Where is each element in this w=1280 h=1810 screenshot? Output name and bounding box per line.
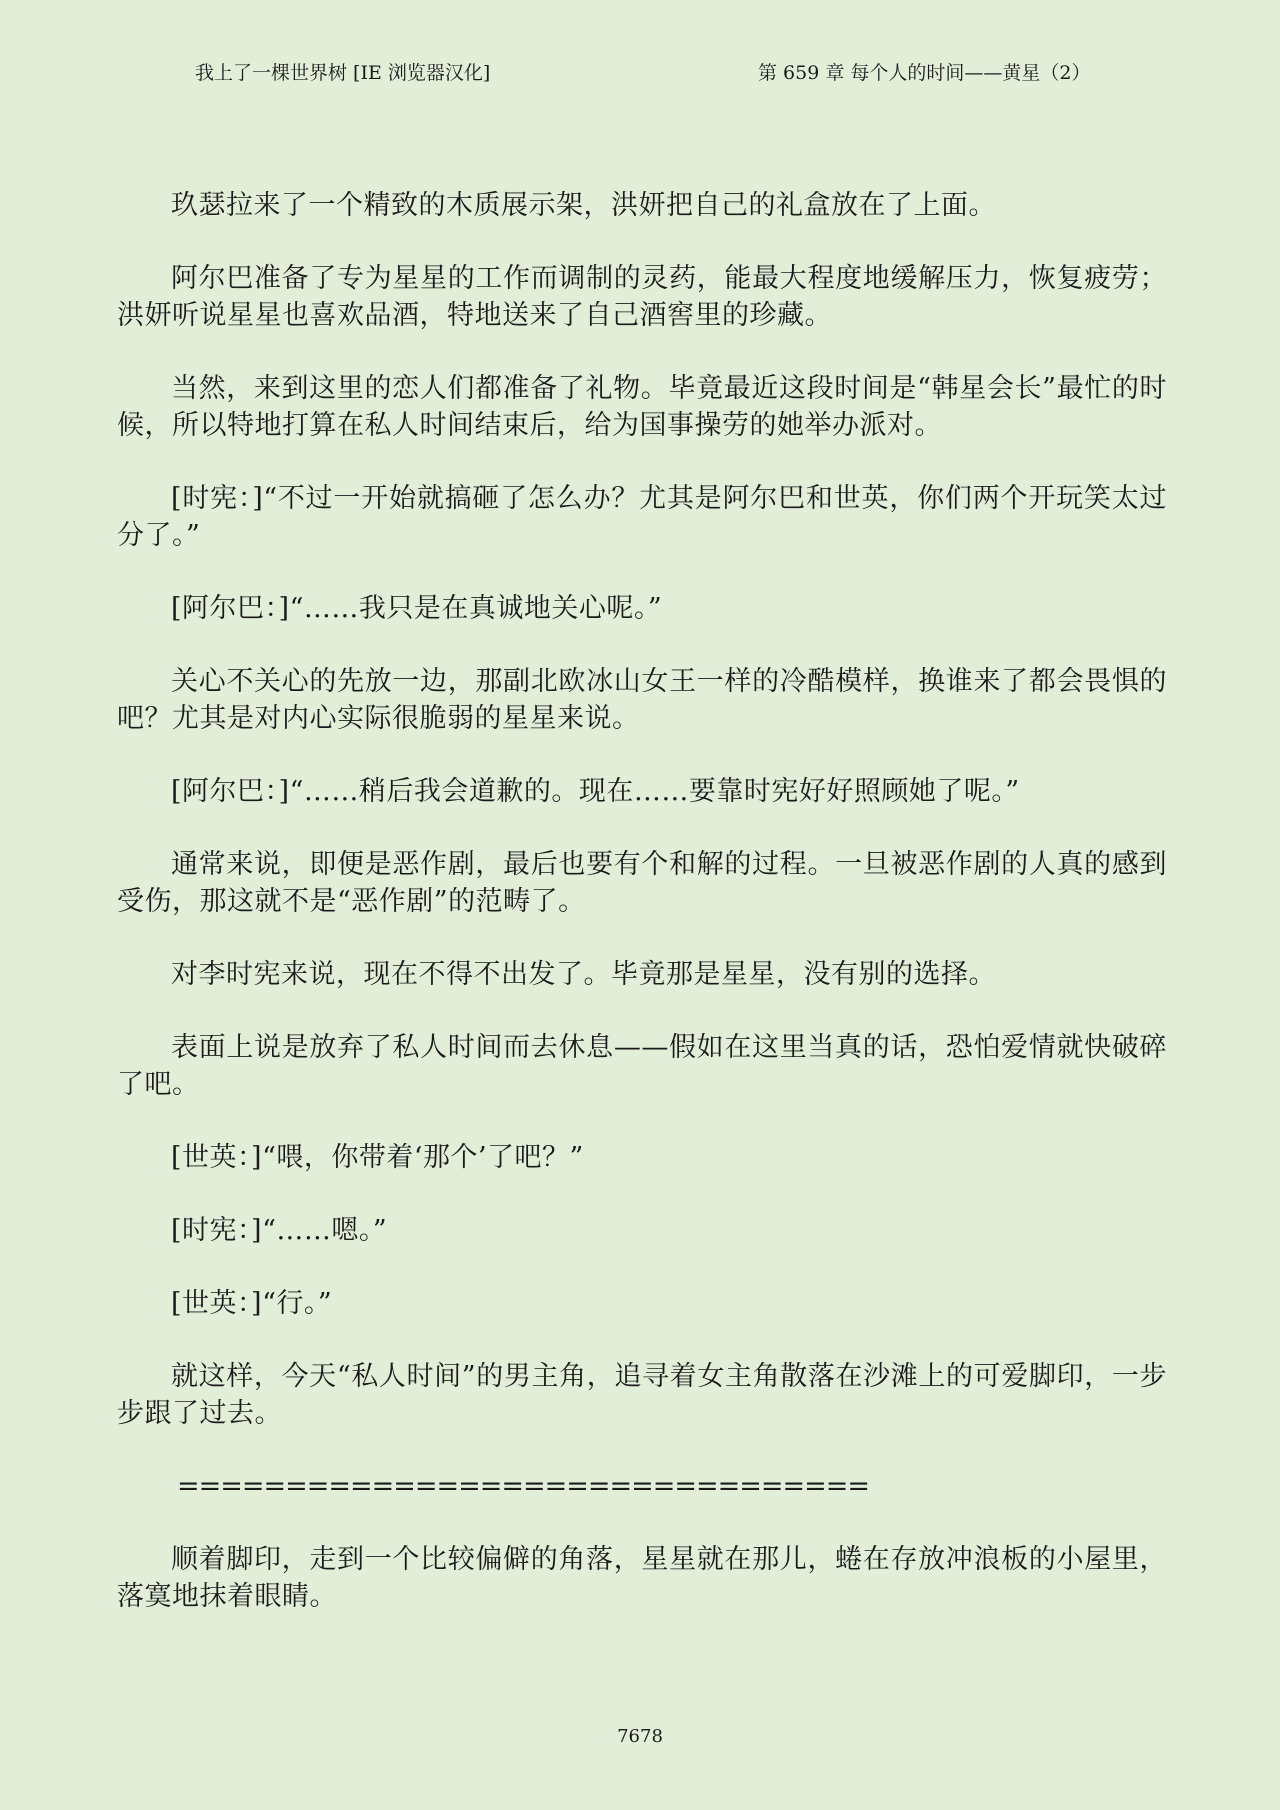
section-separator: ================================ <box>177 1471 869 1502</box>
paragraph: 顺着脚印，走到一个比较偏僻的角落，星星就在那儿，蜷在存放冲浪板的小屋里，落寞地抹着眼睛。 <box>117 1544 1167 1612</box>
chapter-body <box>117 187 1167 1651</box>
paragraph: 关心不关心的先放一边，那副北欧冰山女王一样的冷酷模样，换谁来了都会畏惧的吧？尤其是对内心实际很脆弱的星星来说。 <box>117 666 1167 734</box>
page-number: 7678 <box>617 1726 663 1747</box>
page-header <box>0 58 1280 88</box>
paragraph: 玖瑟拉来了一个精致的木质展示架，洪妍把自己的礼盒放在了上面。 <box>171 190 996 221</box>
paragraph: 当然，来到这里的恋人们都准备了礼物。毕竟最近这段时间是“韩星会长”最忙的时候，所以特地打算在私人时间结束后，给为国事操劳的她举办派对。 <box>117 373 1167 441</box>
paragraph: 就这样，今天“私人时间”的男主角，追寻着女主角散落在沙滩上的可爱脚印，一步步跟了过去。 <box>117 1361 1167 1429</box>
book-title: 我上了一棵世界树 [IE 浏览器汉化] <box>195 62 491 84</box>
dialogue-paragraph: [时宪：]“不过一开始就搞砸了怎么办？尤其是阿尔巴和世英，你们两个开玩笑太过分了。” <box>117 483 1167 551</box>
paragraph: 表面上说是放弃了私人时间而去休息——假如在这里当真的话，恐怕爱情就快破碎了吧。 <box>117 1032 1167 1100</box>
dialogue-paragraph: [阿尔巴：]“……稍后我会道歉的。现在……要靠时宪好好照顾她了呢。” <box>171 776 1020 807</box>
dialogue-paragraph: [阿尔巴：]“……我只是在真诚地关心呢。” <box>171 593 663 624</box>
page-footer <box>0 1725 1280 1749</box>
chapter-title: 第 659 章 每个人的时间——黄星（2） <box>758 62 1091 84</box>
dialogue-paragraph: [时宪：]“……嗯。” <box>171 1215 388 1246</box>
dialogue-paragraph: [世英：]“喂，你带着‘那个’了吧？” <box>171 1142 584 1173</box>
dialogue-paragraph: [世英：]“行。” <box>171 1288 333 1319</box>
paragraph: 对李时宪来说，现在不得不出发了。毕竟那是星星，没有别的选择。 <box>171 959 996 990</box>
paragraph: 阿尔巴准备了专为星星的工作而调制的灵药，能最大程度地缓解压力，恢复疲劳；洪妍听说星星也喜欢品酒，特地送来了自己酒窖里的珍藏。 <box>117 263 1167 331</box>
paragraph: 通常来说，即便是恶作剧，最后也要有个和解的过程。一旦被恶作剧的人真的感到受伤，那这就不是“恶作剧”的范畴了。 <box>117 849 1167 917</box>
